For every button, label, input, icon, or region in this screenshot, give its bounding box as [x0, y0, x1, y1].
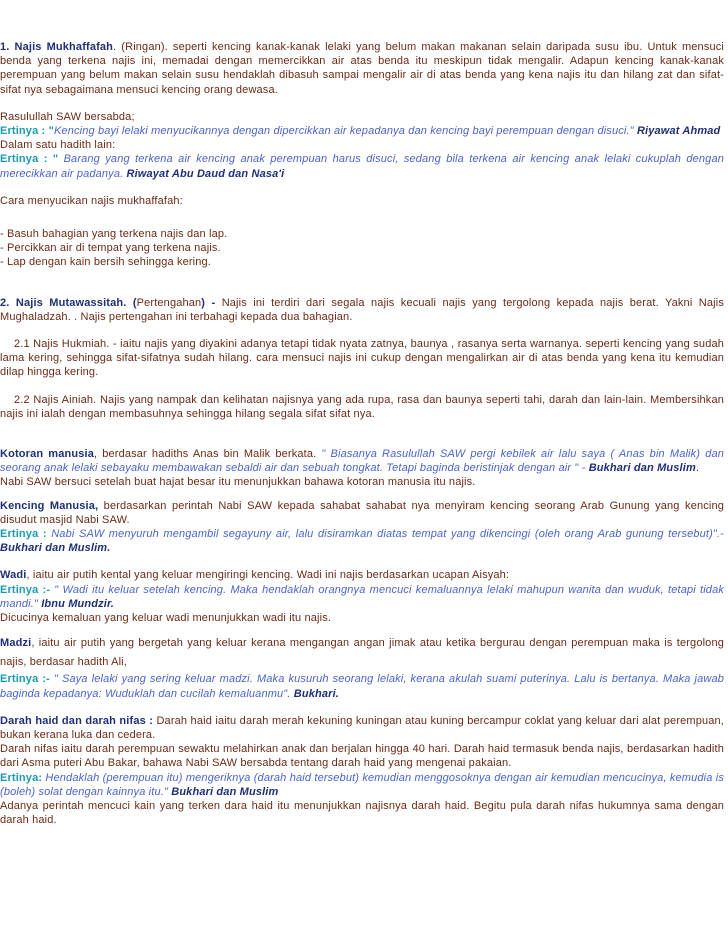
cara-item-1: - Basuh bahagian yang terkena najis dan lap.: [0, 228, 228, 241]
section-1-title: Najis Mukhaffafah: [14, 41, 114, 53]
section-1-paragraph: [0, 40, 724, 97]
wadi-paragraph: [0, 568, 724, 582]
kencing-source: Bukhari dan Muslim.: [0, 542, 111, 555]
kotoran-paragraph: [0, 447, 724, 475]
darah-paragraph: [0, 714, 724, 742]
darah-hadith: [0, 771, 724, 799]
wadi-hadith: [0, 583, 724, 611]
hadith-1-text: Kencing bayi lelaki menyucikannya dengan dipercikkan air kepadanya dan kencing bayi perempuan dengan disuci.": [53, 125, 634, 138]
kotoran-quote: " Biasanya Rasulullah SAW pergi kebilek air lalu saya ( Anas bin Malik) dan seorang anak lelaki sebayaku membawakan sebaldi air dan sebuah tongkat. Tetapi baginda beristinjak dengan air " -: [0, 448, 724, 475]
kencing-body: berdasarkan perintah Nabi SAW kepada sahabat sahabat nya menyiram kencing seorang Arab Gunung yang kencing disudut masjid Nabi SAW.: [0, 499, 725, 526]
section-2-paren-word: Pertengahan: [136, 296, 202, 309]
darah-ertinya-label: Ertinya:: [0, 771, 43, 784]
section-2-paren-open: (: [126, 296, 137, 309]
darah-paragraph-2: Darah nifas iaitu darah perempuan sewaktu melahirkan anak dan berjalan hingga 40 hari. Darah haid termasuk benda najis, berdasarkan hadith dari Asma puteri Abu Bakar, bahawa Nabi SAW bersabda tentang darah haid yang mengenai pakaian.: [0, 743, 724, 770]
wadi-note: Dicucinya kemaluan yang keluar wadi menunjukkan wadi itu najis.: [0, 612, 332, 625]
wadi-quote: " Wadi itu keluar setelah kencing. Maka hendaklah orangnya mencuci kemaluannya lelaki mahupun wanita dan wuduk, tetapi tidak mandi.": [0, 583, 724, 610]
madzi-hadith: [0, 672, 724, 700]
section-1-number: 1.: [0, 41, 10, 53]
kencing-title: Kencing Manusia,: [0, 499, 99, 512]
wadi-body: , iaitu air putih kental yang keluar mengiringi kencing. Wadi ini najis berdasarkan ucapan Aisyah:: [26, 569, 510, 582]
darah-title: Darah haid dan darah nifas :: [0, 714, 154, 727]
kotoran-end: .: [695, 462, 700, 475]
rasul-hadith-1: [0, 124, 724, 138]
wadi-source: Ibnu Mundzir.: [41, 597, 115, 610]
ertinya-label-1: Ertinya : ": [0, 125, 54, 138]
kencing-ertinya-label: Ertinya :: [0, 528, 47, 541]
kencing-hadith: [0, 527, 724, 555]
rasul-intro: Rasulullah SAW bersabda;: [0, 110, 135, 123]
cara-item-3: - Lap dengan kain bersih sehingga kering.: [0, 256, 212, 269]
section-2-title: Najis Mutawassitah.: [15, 296, 127, 309]
section-2-paragraph: [0, 296, 724, 324]
madzi-body: , iaitu air putih yang bergetah yang keluar kerana mengangan angan jimak atau ketika bergurau dengan perempuan maka is tergolong najis, berdasar hadith Ali,: [0, 637, 724, 669]
darah-body: Darah haid iaitu darah merah kekuning kuningan atau kuning bercampur coklat yang keluar dari alat perempuan, bukan kerana luka dan cedera.: [0, 714, 724, 741]
kencing-quote: Nabi SAW menyuruh mengambil segayuny air, lalu disiramkan diatas tempat yang dikencingi (oleh orang Arab gunung tersebut)".-: [46, 528, 724, 541]
darah-quote: Hendaklah (perempuan itu) mengeriknya (darah haid tersebut) kemudian menggosoknya dengan air kemudian mencucinya, kemudia is (boleh) solat dengan kainnya itu.": [0, 771, 724, 798]
rasul-intro-2: Dalam satu hadith lain:: [0, 139, 116, 152]
kotoran-body: , berdasar hadiths Anas bin Malik berkata.: [93, 448, 322, 461]
rasul-hadith-2: [0, 152, 724, 180]
section-2-1-paragraph: 2.1 Najis Hukmiah. - iaitu najis yang diyakini adanya tetapi tidak nyata zatnya, baunya , rasanya serta warnanya. seperti kencing yang sudah lama kering, sehingga sifat-sifatnya sudah hilang. cara mensuci najis ini cukup dengan mengalirkan air di atas benda yang kena itu kemudian dilap hingga kering.: [0, 338, 724, 379]
section-2-number: 2.: [0, 296, 10, 309]
madzi-source: Bukhari.: [293, 687, 339, 700]
hadith-2-source: Riwayat Abu Daud dan Nasa'i: [123, 167, 285, 180]
section-1-body: . (Ringan). seperti kencing kanak-kanak lelaki yang belum makan makanan selain daripada susu ibu. Untuk mensuci benda yang terkena najis ini, memadai dengan memercikkan air atas benda itu meskipun tidak mengalir. Adapun kencing kanak-kanak perempuan yang belum makan selain susu hendaklah dibasuh sampai mengalir air di atas benda yang kena najis itu dan hilang zat dan sifat-sifat nya sebagaimana mensuci kencing orang dewasa.: [0, 41, 724, 96]
darah-note: Adanya perintah mencuci kain yang terken dara haid itu menunjukkan najisnya darah haid. Begitu pula darah nifas hukumnya sama dengan darah haid.: [0, 799, 724, 827]
section-2-2-paragraph: 2.2 Najis Ainiah. Najis yang nampak dan kelihatan najisnya yang ada rupa, rasa dan baunya seperti tahi, darah dan lain-lain. Membersihkan najis ini ialah dengan membasuhnya sehingga hilang segala sifat sifat nya.: [0, 393, 724, 420]
cara-heading: Cara menyucikan najis mukhaffafah:: [0, 194, 183, 207]
hadith-2-text: Barang yang terkena air kencing anak perempuan harus disuci, sedang bila terkena air kencing anak lelaki cukuplah dengan merecikkan air padanya.: [0, 153, 724, 180]
madzi-paragraph: [0, 634, 724, 672]
section-2-body: Najis ini terdiri dari segala najis kecuali najis yang tergolong kepada najis berat. Yakni Najis Mughaladzah. . Najis pertengahan ini terbahagi kepada dua bahagian.: [0, 296, 724, 323]
madzi-quote: " Saya lelaki yang sering keluar madzi. Maka kusuruh seorang lelaki, kerana akulah suami puterinya. Lalu is bertanya. Maka jawab baginda kepadanya: Wuduklah dan cucilah kemaluanmu".: [0, 673, 724, 700]
kotoran-note: Nabi SAW bersuci setelah buat hajat besar itu menunjukkan bahawa kotoran manusia itu najis.: [0, 476, 476, 489]
wadi-title: Wadi: [0, 569, 27, 582]
ertinya-label-2: Ertinya : ": [0, 153, 59, 166]
madzi-title: Madzi: [0, 637, 32, 650]
kotoran-source: Bukhari dan Muslim: [588, 462, 696, 475]
cara-item-2: - Percikkan air di tempat yang terkena najis.: [0, 242, 221, 255]
wadi-ertinya-label: Ertinya :-: [0, 583, 51, 596]
kencing-paragraph: [0, 499, 724, 527]
kotoran-title: Kotoran manusia: [0, 448, 94, 461]
darah-source: Bukhari dan Muslim: [171, 785, 279, 798]
hadith-1-source: Riyawat Ahmad: [633, 125, 721, 138]
madzi-ertinya-label: Ertinya :-: [0, 673, 50, 686]
document-page: [0, 40, 724, 827]
section-2-paren-close: ) -: [201, 296, 222, 309]
